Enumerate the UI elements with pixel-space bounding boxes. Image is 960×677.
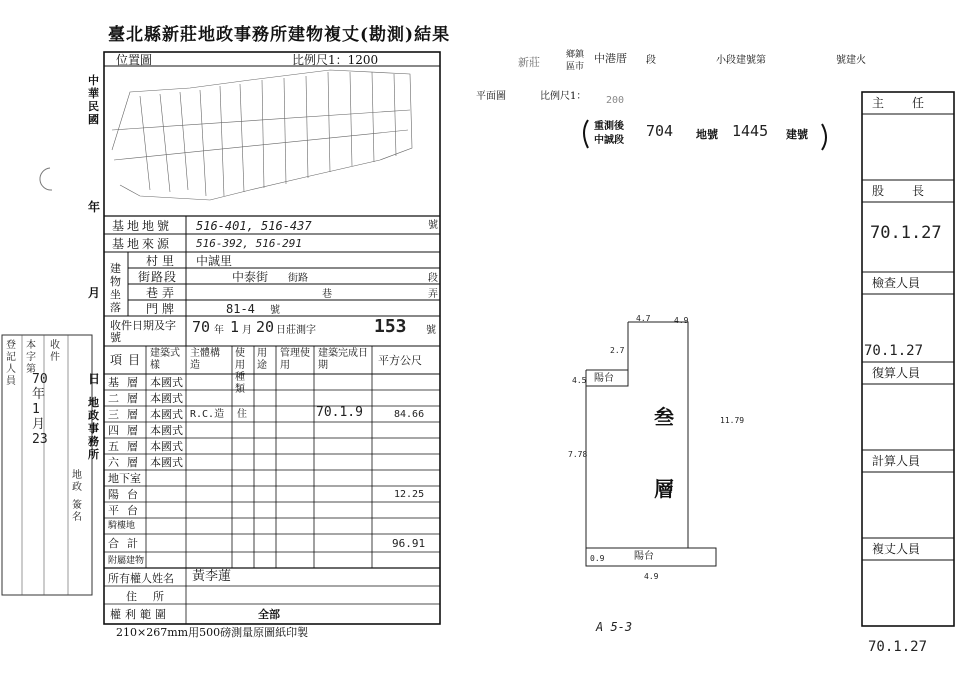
extra-basement: 地下室 (108, 472, 141, 485)
panel-recalc: 復算人員 (872, 366, 921, 380)
floor-3-date: 70.1.9 (316, 405, 363, 420)
dim-4: 4.5 (572, 376, 587, 385)
extra-ancillary: 附屬建物 (108, 556, 145, 566)
build-label: 建號 (786, 128, 808, 141)
panel-chief-date: 70.1.27 (870, 223, 942, 243)
village-value: 中誠里 (196, 254, 233, 268)
balcony-bottom-label: 陽台 (634, 551, 654, 562)
rights-value: 全部 (258, 608, 280, 621)
header-number: 號建火 (836, 55, 866, 66)
floor-2-name: 二層 (108, 392, 146, 405)
receipt-label: 收件日期及字號 (110, 319, 176, 344)
stamp-line-5: 地政 (72, 470, 82, 493)
extra-balcony-area: 12.25 (394, 489, 425, 500)
door-value: 81-4 (226, 302, 255, 316)
floor-6-style: 本國式 (150, 456, 183, 469)
extra-platform: 平台 (108, 504, 146, 517)
floor-3-style: 本國式 (150, 408, 183, 421)
extra-balcony: 陽台 (108, 488, 146, 501)
header-subsection: 小段建號第 (716, 55, 766, 66)
rights-label: 權利範圍 (110, 608, 170, 621)
building-location-label: 建物坐落 (110, 262, 121, 314)
bottom-date: 70.1.27 (868, 639, 928, 655)
panel-checker-date: 70.1.27 (864, 343, 924, 359)
stamp-line-3: 70年1月23 (32, 372, 48, 447)
plan-note: A 5-3 (596, 620, 633, 634)
header-style: 建築式樣 (150, 348, 180, 371)
header-mgmt: 管理使用 (280, 348, 310, 371)
floor-3-struct: R.C.造 (190, 409, 225, 420)
dim-2: 4.9 (674, 316, 689, 325)
dim-3: 2.7 (610, 346, 625, 355)
section-handwritten: 中港厝 (594, 52, 627, 65)
margin-republic: 中華民國 (88, 74, 99, 126)
door-suffix: 號 (270, 305, 280, 316)
header-usage: 用途 (257, 348, 267, 371)
location-map-scale: 比例尺1：1200 (292, 53, 379, 67)
section-suffix: 段 (428, 273, 438, 284)
prefix-handwritten: 新莊 (518, 56, 540, 69)
street-label: 街路段 (138, 270, 178, 284)
receipt-year-unit: 年 (214, 325, 224, 336)
floor-4-name: 四層 (108, 424, 146, 437)
land-label: 地號 (696, 128, 718, 141)
dim-5: 11.79 (720, 416, 745, 425)
alley-suffix: 弄 (428, 289, 438, 300)
balcony-top-label: 陽台 (594, 373, 614, 384)
receipt-month: 1 (230, 318, 240, 336)
door-label: 門牌 (146, 302, 179, 316)
header-district: 區市 (566, 62, 585, 72)
floor-plan-label-2: 層 (654, 477, 674, 501)
street-value: 中泰街 (232, 270, 269, 284)
header-township: 鄉鎮 (566, 50, 585, 60)
receipt-number: 153 (374, 316, 407, 337)
plan-label: 平面圖 (476, 91, 506, 102)
location-map-label: 位置圖 (116, 53, 153, 67)
header-area: 平方公尺 (378, 354, 422, 367)
header-item: 項目 (110, 353, 147, 367)
receipt-month-unit: 月 (242, 325, 252, 336)
receipt-number-unit: 號 (426, 325, 436, 336)
floor-3-use: 住 (237, 409, 247, 420)
dim-6: 7.78 (568, 450, 588, 459)
floor-6-name: 六層 (108, 456, 146, 469)
location-map-sketch (112, 70, 412, 200)
receipt-year: 70 (192, 318, 211, 336)
bracket-line-2: 中誠段 (594, 135, 624, 146)
floor-plan-label-1: 叁 (654, 405, 674, 429)
stamp-line-2: 本字第 (26, 340, 36, 375)
floor-3-area: 84.66 (394, 409, 425, 420)
floor-2-style: 本國式 (150, 392, 183, 405)
panel-chief: 股長 (872, 184, 953, 198)
floor-1-style: 本國式 (150, 376, 183, 389)
bracket-line-1: 重測後 (594, 121, 624, 132)
margin-day: 日 (88, 372, 101, 386)
owner-value: 黃李蓮 (192, 569, 232, 584)
plan-scale-value: 200 (606, 95, 625, 106)
footer-note: 210×267mm用500磅測量原圖紙印製 (116, 626, 309, 639)
base-number-suffix: 號 (428, 220, 438, 231)
dim-8: 4.9 (644, 572, 659, 581)
owner-label: 所有權人姓名 (108, 572, 174, 585)
extra-arcade: 騎樓地 (108, 521, 136, 531)
margin-month: 月 (88, 286, 101, 300)
dim-7: 0.9 (590, 554, 605, 563)
panel-calc: 計算人員 (872, 454, 921, 468)
extra-total: 合計 (108, 537, 146, 550)
land-number: 704 (646, 122, 674, 140)
base-source-label: 基地來源 (112, 237, 173, 251)
base-number-value: 516-401, 516-437 (196, 219, 312, 233)
floor-5-style: 本國式 (150, 440, 183, 453)
dim-1: 4.7 (636, 314, 651, 323)
panel-checker: 檢查人員 (872, 276, 921, 290)
header-section: 段 (646, 55, 656, 66)
floor-4-style: 本國式 (150, 424, 183, 437)
header-use: 使用種類 (235, 348, 245, 395)
address-label: 住所 (126, 590, 180, 603)
stamp-line-4: 收件 (50, 340, 60, 363)
lane-suffix: 巷 (322, 289, 332, 300)
receipt-day-unit: 日莊測字 (276, 325, 316, 336)
base-number-label: 基地地號 (112, 219, 173, 233)
document-title: 臺北縣新莊地政事務所建物複丈(勘測)結果 (108, 25, 451, 45)
floor-3-name: 三層 (108, 408, 146, 421)
floor-1-name: 基層 (108, 376, 146, 389)
margin-year: 年 (88, 200, 101, 214)
extra-total-area: 96.91 (392, 537, 426, 550)
panel-director: 主任 (872, 96, 953, 110)
receipt-day: 20 (256, 318, 275, 336)
lane-label: 巷弄 (146, 286, 179, 300)
floor-5-name: 五層 (108, 440, 146, 453)
header-complete: 建築完成日期 (318, 348, 368, 371)
street-suffix: 街路 (288, 273, 308, 284)
panel-surveyor: 複丈人員 (872, 542, 921, 556)
build-number: 1445 (732, 122, 769, 140)
stamp-line-1: 登記人員 (6, 340, 16, 387)
margin-office: 地政事務所 (88, 396, 99, 461)
base-source-value: 516-392, 516-291 (196, 237, 302, 250)
stamp-line-6: 簽名 (72, 500, 82, 523)
village-label: 村里 (146, 254, 179, 268)
plan-scale: 比例尺1： (540, 91, 587, 102)
floor-plan-outline (586, 322, 716, 566)
header-struct: 主體構造 (190, 348, 220, 371)
